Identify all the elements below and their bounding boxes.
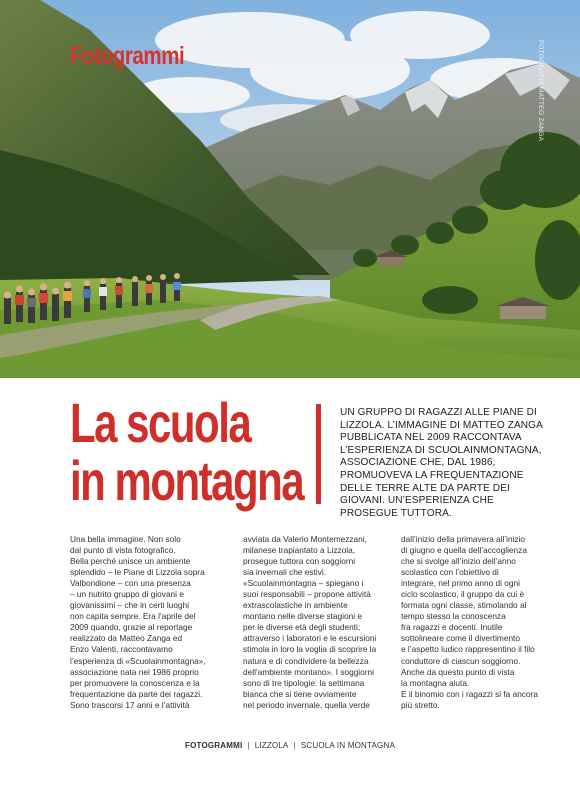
footer-place: LIZZOLA [254,741,289,750]
article-title [70,391,304,512]
body-column-1: Una bella immagine. Non solo dal punto di vista fotografico. Bella perché unisce un ambiente splendido – le Piane di Lizzola sopra Valbondione – con una presenza – un nutrito gruppo di giovani e giovanissimi – che in certi luoghi non capita sempre. Era l’aprile del 2009 quando, grazie al reportage realizzato da Matteo Zanga ed Enzo Valenti, raccontavamo l’esperienza di «Scuolainmontagna», associazione nata nel 1986 proprio per promuovere la conoscenza e la frequentazione da parte dei ragazzi. Sono trascorsi 17 anni e l’attività [70,534,206,710]
footer-topic: SCUOLA IN MONTAGNA [300,741,395,750]
section-label: Fotogrammi [70,42,185,70]
title-divider [316,404,321,504]
footer-separator: | [247,741,250,750]
article-title-line2: in montagna [70,449,304,512]
body-column-3: dall’inizio della primavera all’inizio di giugno e quella dell’accoglienza che si svolge all’inizio dell’anno scolastico con l’obiettivo di integrare, nel primo anno di ogni ciclo scolastico, il gruppo da cui è formata ogni classe, stimolando al tempo stesso la conoscenza fra ragazzi e docenti. Inutile sottolineare come il divertimento e l’aspetto ludico rappresentino il filo conduttore di ciascun soggiorno. Anche da questo punto di vista la montagna aiuta. E il binomio con i ragazzi si fa ancora più stretto. [401,534,538,710]
body-column-2: avviata da Valerio Montemezzani, milanese trapiantato a Lizzola, prosegue tuttora con soggiorni sia invernali che estivi. «Scuolainmontagna – spiegano i suoi responsabili – propone attività extrascolastiche in ambiente montano nelle diverse stagioni e per le diverse età degli studenti; attraverso i laboratori e le escursioni stimola in loro la voglia di scoprire la natura e di condividere la bellezza dell’ambiente montano». I soggiorni sono di tre tipologie: la settimana bianca che si tiene ovviamente nel periodo invernale, quella verde [243,534,377,710]
footer-magazine: FOTOGRAMMI [185,741,243,750]
article-title-line1: La scuola [70,391,251,454]
page-footer [0,741,580,750]
footer-separator: | [293,741,296,750]
photo-credit: FOTOGRAFIA MATTEO ZANGA [537,40,544,142]
article-standfirst: UN GRUPPO DI RAGAZZI ALLE PIANE DI LIZZOLA. L’IMMAGINE DI MATTEO ZANGA PUBBLICATA NEL 2009 RACCONTAVA L’ESPERIENZA DI SCUOLAINMONTAGNA, ASSOCIAZIONE CHE, DAL 1986, PROMUOVEVA LA FREQUENTAZIONE DELLE TERRE ALTE DA PARTE DEI GIOVANI. UN’ESPERIENZA CHE PROSEGUE TUTTORA. [340,407,543,519]
hero-photo [0,0,580,378]
